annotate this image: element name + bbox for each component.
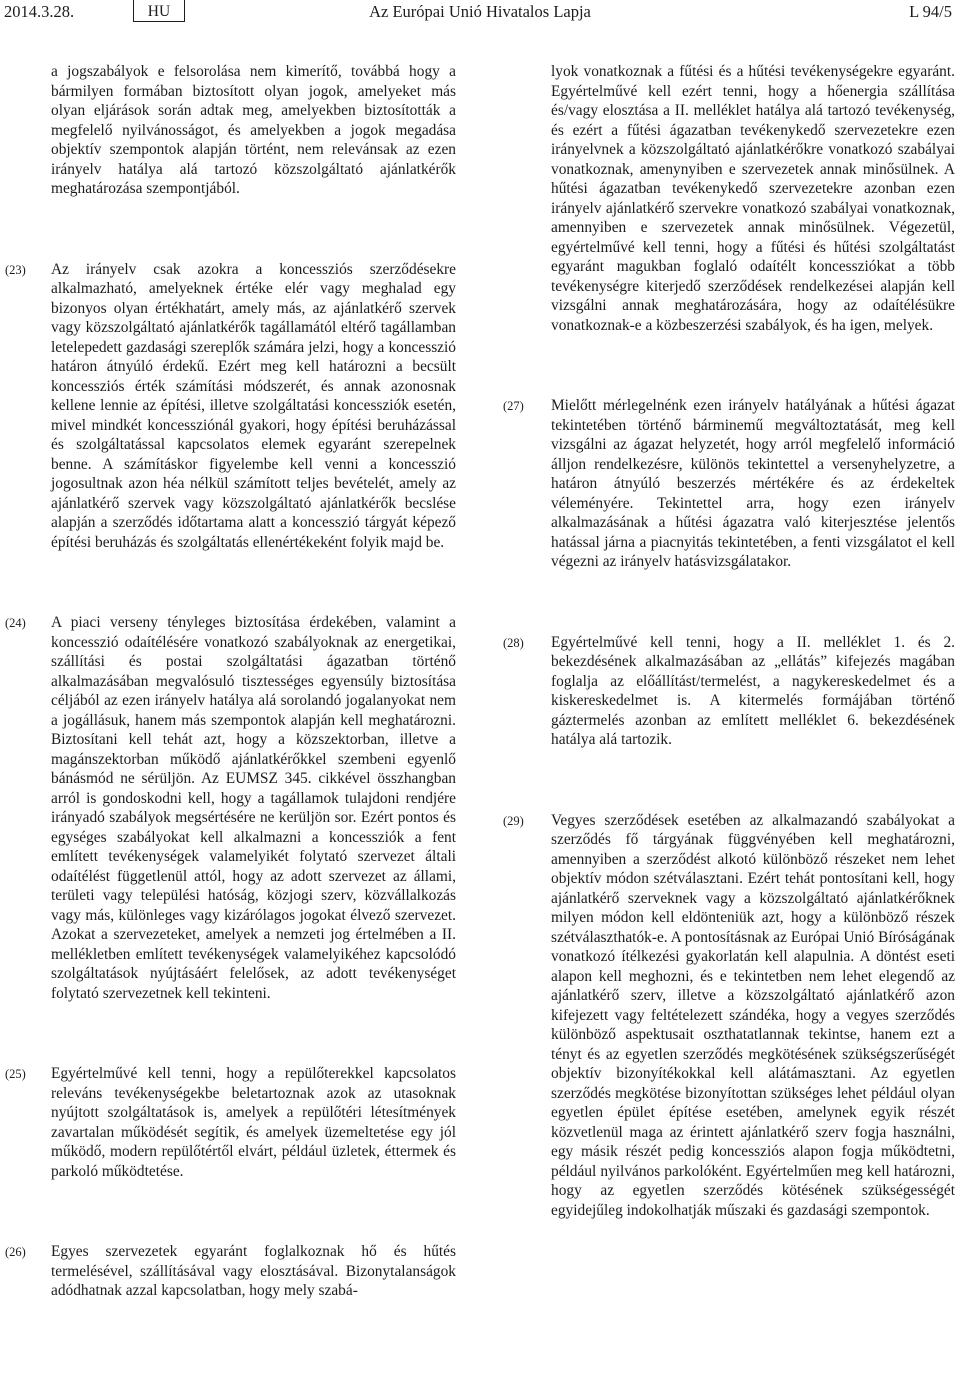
continued-paragraph: lyok vonatkoznak a fűtési és a hűtési tevékenységekre egyaránt. Egyértelművé kell ezért tenni, hogy a hőenergia szállítása és/vagy elosztása a II. melléklet hatálya alá tartozó tevékenység, és ezért a fűtési ágazatban tevékenykedő szervezetekre ezen irányelvnek a közszolgáltató ajánlatkérőkre vonatkozó szabályai vonatkoznak, amenynyiben e szervezetek annak minősülnek. A hűtési ágazatban tevékenykedő szervezetekre azonban ezen irányelv ajánlatkérő szervekre vonatkozó szabályai vonatkoznak, amennyiben e szervezetek annak minősülnek. Végezetül, egyértelművé kell tenni, hogy a fűtési és hűtési szolgáltatást egyaránt magukban foglaló odaítélt koncessziókat a több tevékenységre kiterjedő szerződések rendelkezései alapján kell vizsgálni annak meghatározására, hogy az odaítélésükre vonatkoznak-e a közbeszerzési szabályok, és ha igen, melyek. (551, 63, 955, 334)
recital-text: Egyértelművé kell tenni, hogy a II. melléklet 1. és 2. bekezdésének alkalmazásában az „ellátás” kifejezés magában foglalja az előállítást/termelést, a nagykereskedelmet és a kiskereskedelmet is. A kitermelés formájában történő gáztermelés azonban az említett melléklet 6. bekezdésének hatálya alá tartozik. (551, 633, 955, 748)
recital-28 (503, 633, 955, 750)
publication-date: 2014.3.28. (4, 2, 75, 21)
recital-text: Vegyes szerződések esetében az alkalmazandó szabályokat a szerződés fő tárgyának függvényében kell meghatározni, amennyiben a szerződést alkotó különböző részeket nem lehet objektív módon szétválasztani. Ezért tehát pontosítani kell, hogy ajánlatkérő szerveknek vagy a közszolgáltató ajánlatkérőknek milyen módon kell eldönteniük azt, hogy a különböző részek szétválaszthatók-e. A pontosításnak az Európai Unió Bíróságának vonatkozó ítélkezési gyakorlatán kell alapulnia. A döntést eseti alapon kell meghozni, és e tekintetben nem lehet elegendő az ajánlatkérő szerv, illetve a közszolgáltató ajánlatkérő azon kifejezett vagy feltételezett szándéka, hogy a vegyes szerződés különböző aspektusait oszthatatlannak tekintse, hanem ezt a tényt és az egyetlen szerződés megkötésének szükségszerűségét objektív bizonyítékokkal kell alátámasztani. Az egyetlen szerződés megkötése bizonyítottan szükséges lehet például olyan egyetlen épület építése esetében, amelynek egyik részét közvetlenül maga az érintett ajánlatkérő szerv fogja használni, egy másik részét pedig koncessziós alapon fogja működtetni, például nyilvános parkolóként. Egyértelműen meg kell határozni, hogy az egyetlen szerződés kötésének szükségességét egyidejűleg indokolhatják műszaki és gazdasági szempontok. (551, 811, 955, 1219)
page-number: L 94/5 (909, 2, 952, 21)
journal-title: Az Európai Unió Hivatalos Lapja (369, 2, 591, 21)
left-column (5, 62, 456, 1301)
page-header (0, 0, 960, 34)
language-code-box: HU (133, 0, 185, 22)
recital-text: A piaci verseny tényleges biztosítása érdekében, valamint a koncesszió odaítélésére vonatkozó szabályoknak az energetikai, szállítási és postai szolgáltatási ágazatban történő alkalmazásában megvalósuló tisztességes egyensúly biztosítása céljából az ezen irányelv hatálya alá sorolandó jogalanyokat nem a jogállásuk, hanem más szempontok alapján kell meghatározni. Biztosítani kell tehát azt, hogy a közszektorban, illetve a magánszektorban működő ajánlatkérőkkel szembeni egyenlő bánásmód ne sérüljön. Az EUMSZ 345. cikkével összhangban arról is gondoskodni kell, hogy a tagállamok tulajdoni rendjére irányadó szabályok megsértésére ne kerüljön sor. Ezért pontos és egységes szabályokat kell alkalmazni a koncessziók a fent említett tevékenységek valamelyikét folytató szervezet általi odaítélést függetlenül attól, hogy az adott szervezet az állami, területi vagy települési hatóság, közjogi szerv, közvállalkozás vagy más, különleges vagy kizárólagos jogokat élvező szervezet. Azokat a szervezeteket, amelyek a nemzeti jog értelmében a II. mellékletben említett tevékenységek valamelyikéhez kapcsolódó szolgáltatások nyújtásáért felelősek, az adott tevékenységet folytató szervezetnek kell tekinteni. (51, 614, 456, 1002)
recital-27 (503, 396, 955, 572)
right-column (503, 62, 955, 1220)
continued-paragraph: a jogszabályok e felsorolása nem kimerítő, továbbá hogy a bármilyen formában biztosított olyan jogok, amelyeket más olyan eljárások során adtak meg, amelyekben biztosították a megfelelő nyilvánosságot, és amelyekben a jogok megadása objektív szempontok alapján történt, nem relevánsak az ezen irányelv hatálya alá tartozó közszolgáltató ajánlatkérők meghatározása szempontjából. (51, 63, 456, 197)
recital-25 (5, 1064, 456, 1181)
recital-number: (24) (5, 616, 26, 630)
recital-number: (27) (503, 399, 524, 413)
recital-number: (28) (503, 635, 524, 650)
recital-24 (5, 613, 456, 1003)
recital-number: (25) (5, 1067, 26, 1081)
recital-text: Az irányelv csak azokra a koncessziós szerződésekre alkalmazható, amelyeknek értéke elér vagy meghalad egy bizonyos olyan értékhatárt, amely más, az ajánlatkérő szervek vagy közszolgáltató ajánlatkérők tagállamától eltérő tagállamban letelepedett gazdasági szereplők számára jelzi, hogy a koncesszió határon átnyúló érdekű. Ezért meg kell határozni a becsült koncessziós érték számítási módszerét, és annak azonosnak kellene lennie az építési, illetve szolgáltatási koncessziók esetén, mivel mindkét koncessziónál gyakori, hogy építési beruházással és szolgáltatással kapcsolatos elemek egyaránt szerepelnek benne. A számításkor figyelembe kell venni a koncesszió jogosultnak azon héa nélkül számított teljes bevételét, amely az ajánlatkérő szervek vagy közszolgáltató ajánlatkérők becslése alapján a szerződés időtartama alatt a koncesszió tárgyát képező építési beruházás és szolgáltatás ellenértékeként folyik majd be. (51, 260, 456, 551)
recital-26 (5, 1242, 456, 1301)
recital-text: Egyértelművé kell tenni, hogy a repülőterekkel kapcsolatos releváns tevékenységekbe beletartoznak azok az utasoknak nyújtott szolgáltatások is, amelyek a repülőtéri létesítmények zavartalan működését segítik, és amelyek üzemeltetése egy jól működő, modern repülőtértől elvárt, például üzletek, éttermek és parkoló működtetése. (51, 1065, 456, 1180)
recital-text: Egyes szervezetek egyaránt foglalkoznak hő és hűtés termelésével, szállításával vagy elosztásával. Bizonytalanságok adódhatnak azzal kapcsolatban, hogy mely szabá- (51, 1243, 456, 1299)
recital-number: (26) (5, 1245, 26, 1259)
recital-29 (503, 811, 955, 1221)
recital-number: (23) (5, 262, 26, 277)
recital-text: Mielőtt mérlegelnénk ezen irányelv hatályának a hűtési ágazat tekintetében történő bárminemű megváltoztatását, meg kell vizsgálni az ágazat helyzetét, hogy arról megfelelő információ álljon rendelkezésre, különös tekintettel a versenyhelyzetre, a határon átnyúló beszerzés mértékére és az érdekeltek véleményére. Tekintettel arra, hogy ezen irányelv alkalmazásának a hűtési ágazatra való kiterjesztése jelentős hatással járna a piacnyitás tekintetében, a fenti vizsgálatot el kell végezni az irányelv hatásvizsgálatakor. (551, 397, 955, 570)
recital-number: (29) (503, 813, 524, 828)
recital-23 (5, 260, 456, 553)
